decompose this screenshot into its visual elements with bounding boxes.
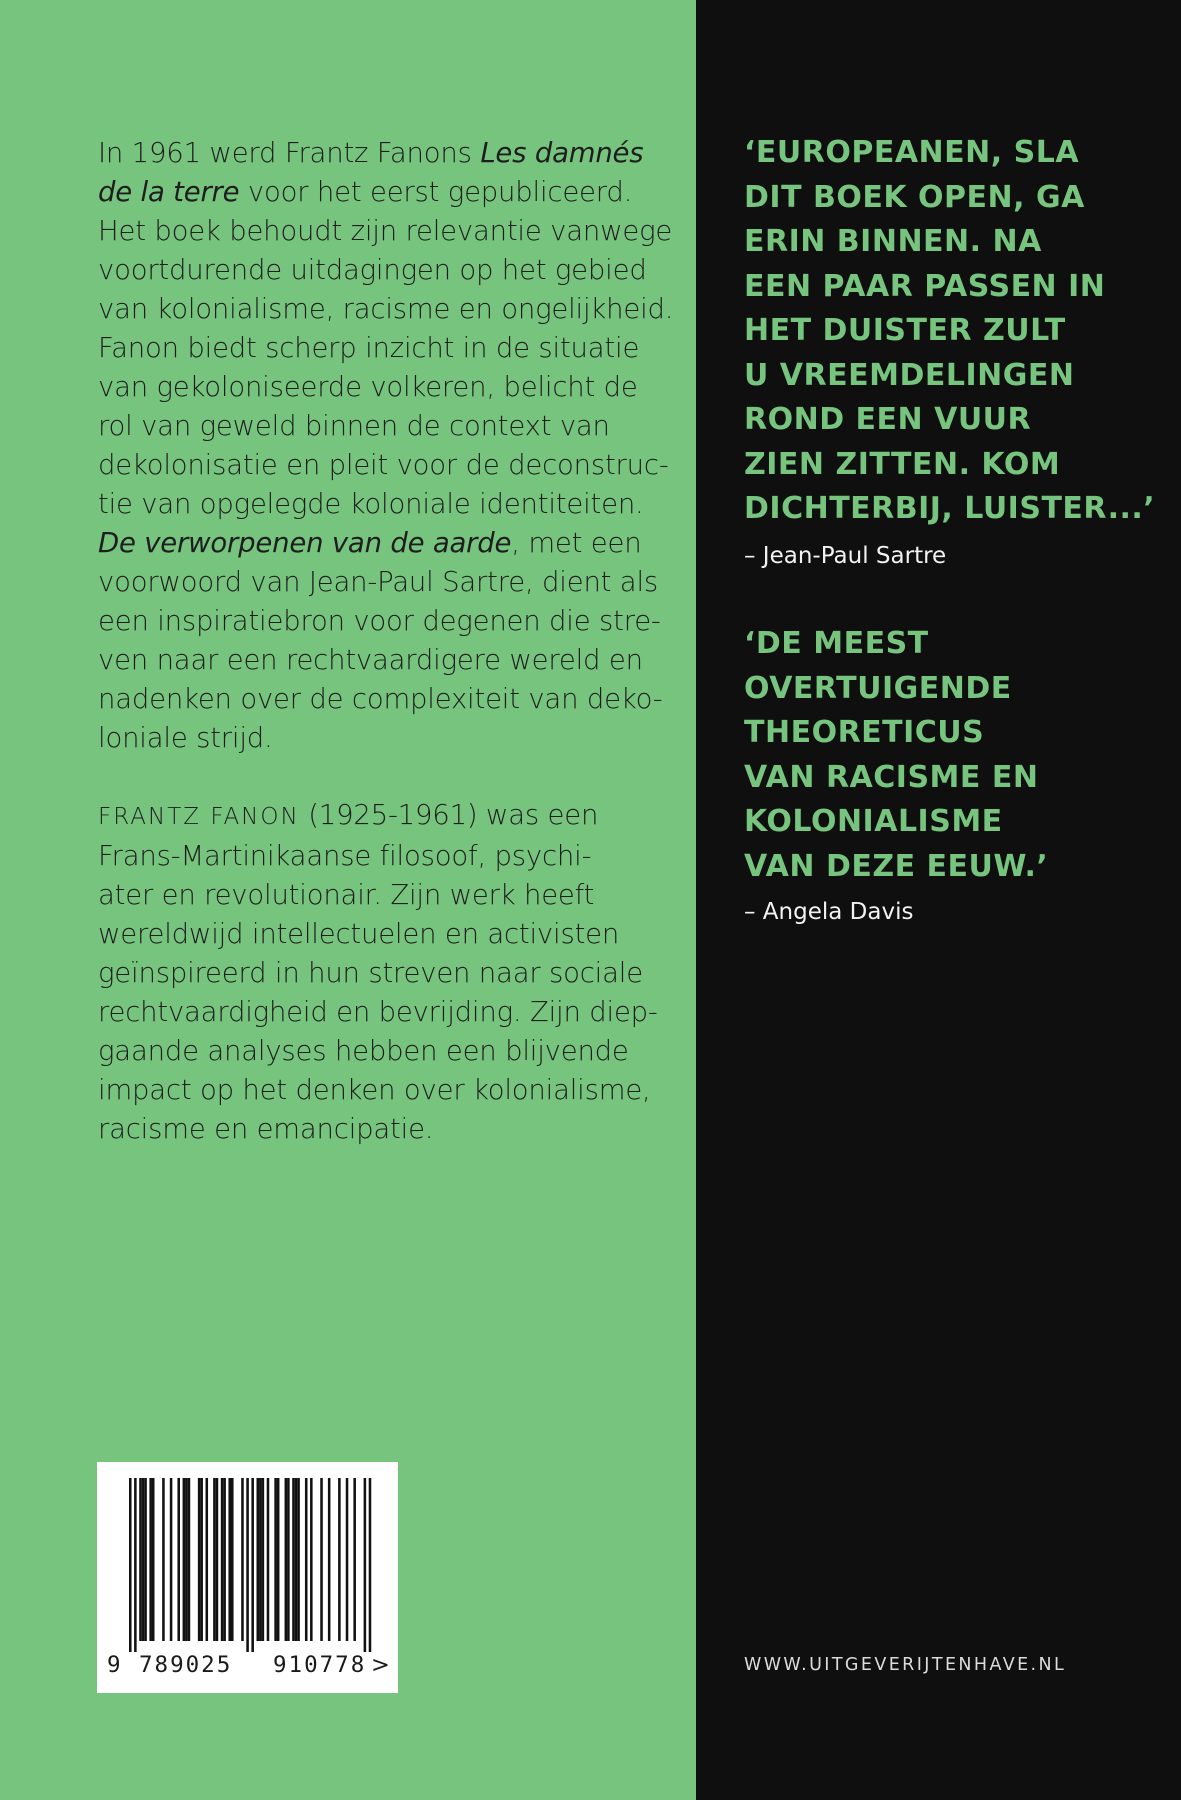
barcode-bar bbox=[320, 1478, 323, 1641]
barcode-bar bbox=[149, 1478, 152, 1641]
quote-line: ZIEN ZITTEN. KOM bbox=[744, 446, 1061, 482]
barcode-bar bbox=[183, 1478, 186, 1641]
quote-line: DICHTERBIJ, LUISTER...’ bbox=[744, 491, 1156, 526]
barcode-bar bbox=[144, 1478, 147, 1641]
description-line: een inspiratiebron voor degenen die stre- bbox=[98, 605, 661, 637]
barcode-bar bbox=[257, 1478, 260, 1641]
bio-line: impact op het denken over kolonialisme, bbox=[98, 1074, 651, 1106]
description-line: Het boek behoudt zijn relevantie vanwege bbox=[98, 215, 673, 247]
barcode-bar bbox=[310, 1478, 313, 1641]
description-line: Fanon biedt scherp inzicht in de situatie bbox=[98, 332, 640, 364]
barcode-bar bbox=[285, 1478, 288, 1641]
sartre-quote bbox=[744, 131, 1164, 532]
description-line: loniale strijd. bbox=[98, 722, 273, 754]
description-line: voorwoord van Jean-Paul Sartre, dient als bbox=[98, 566, 659, 598]
quote-line: ‘DE MEEST bbox=[744, 626, 929, 661]
barcode-bar bbox=[328, 1478, 331, 1641]
barcode-bar bbox=[338, 1478, 341, 1641]
bio-line: ater en revolutionair. Zijn werk heeft bbox=[98, 879, 595, 911]
sartre-attribution: – Jean-Paul Sartre bbox=[744, 543, 947, 569]
quote-line: KOLONIALISME bbox=[744, 804, 1003, 839]
author-name: FRANTZ FANON bbox=[98, 804, 300, 830]
barcode-bar bbox=[274, 1478, 277, 1641]
description-line: de la terre voor het eerst gepubliceerd. bbox=[98, 176, 633, 208]
quote-line: ROND EEN VUUR bbox=[744, 402, 1032, 437]
description-line: In 1961 werd Frantz Fanons Les damnés bbox=[98, 137, 644, 169]
bio-line: FRANTZ FANON (1925-1961) was een bbox=[98, 799, 599, 831]
quote-line: VAN RACISME EN bbox=[744, 759, 1039, 795]
isbn-group-2: 910778 bbox=[273, 1652, 367, 1678]
quote-line: U VREEMDELINGEN bbox=[744, 357, 1075, 393]
barcode-bar bbox=[213, 1478, 216, 1641]
barcode-bar bbox=[353, 1478, 356, 1641]
barcode-bar bbox=[295, 1478, 298, 1641]
description-line: van kolonialisme, racisme en ongelijkheid. bbox=[98, 293, 674, 325]
barcode-bar bbox=[292, 1478, 295, 1641]
publisher-website[interactable]: WWW.UITGEVERIJTENHAVE.NL bbox=[744, 1655, 1067, 1675]
barcode-bar bbox=[277, 1478, 280, 1641]
barcode-bar bbox=[231, 1478, 234, 1641]
barcode-bars bbox=[97, 1462, 398, 1652]
barcode-bar bbox=[200, 1478, 203, 1641]
description-line: van gekoloniseerde volkeren, belicht de bbox=[98, 371, 638, 403]
barcode-bar bbox=[221, 1478, 224, 1641]
barcode-bar bbox=[251, 1478, 254, 1652]
davis-attribution: – Angela Davis bbox=[744, 899, 914, 925]
barcode-bar bbox=[188, 1478, 191, 1641]
barcode-bar bbox=[297, 1478, 300, 1641]
bio-line: Frans-Martinikaanse filosoof, psychi- bbox=[98, 840, 592, 872]
bio-line: racisme en emancipatie. bbox=[98, 1113, 434, 1145]
barcode-bar bbox=[346, 1478, 349, 1641]
isbn-end-mark: > bbox=[371, 1652, 392, 1678]
quote-line: VAN DEZE EEUW.’ bbox=[744, 848, 1049, 884]
barcode-bar bbox=[206, 1478, 209, 1641]
barcode-bar bbox=[142, 1478, 145, 1641]
barcode-bar bbox=[162, 1478, 165, 1641]
barcode-bar bbox=[177, 1478, 180, 1641]
quote-line: DIT BOEK OPEN, GA bbox=[744, 179, 1085, 215]
isbn-lead-digit: 9 bbox=[107, 1652, 123, 1678]
quote-line: EEN PAAR PASSEN IN bbox=[744, 268, 1106, 304]
quote-line: THEORETICUS bbox=[744, 715, 985, 750]
bio-line: wereldwijd intellectuelen en activisten bbox=[98, 918, 620, 950]
barcode-bar bbox=[369, 1478, 372, 1652]
quote-line: OVERTUIGENDE bbox=[744, 670, 1012, 706]
author-bio bbox=[98, 796, 658, 1149]
barcode-bar bbox=[246, 1478, 249, 1652]
barcode-bar bbox=[262, 1478, 265, 1641]
barcode-bar bbox=[364, 1478, 367, 1652]
quote-line: ‘EUROPEANEN, SLA bbox=[744, 135, 1080, 170]
quote-line: HET DUISTER ZULT bbox=[744, 313, 1066, 348]
barcode-bar bbox=[305, 1478, 308, 1641]
description-line: ven naar een rechtvaardigere wereld en bbox=[98, 644, 643, 676]
description-line: rol van geweld binnen de context van bbox=[98, 410, 610, 442]
description-paragraph bbox=[98, 134, 674, 758]
isbn-barcode bbox=[97, 1462, 398, 1693]
barcode-bar bbox=[223, 1478, 226, 1641]
barcode-bar bbox=[129, 1478, 132, 1652]
barcode-bar bbox=[152, 1478, 155, 1641]
bio-line: geïnspireerd in hun streven naar sociale bbox=[98, 957, 643, 989]
barcode-bar bbox=[241, 1478, 244, 1641]
description-line: tie van opgelegde koloniale identiteiten. bbox=[98, 488, 644, 520]
description-line: dekolonisatie en pleit voor de deconstruc- bbox=[98, 449, 669, 481]
bio-line: gaande analyses hebben een blijvende bbox=[98, 1035, 629, 1067]
barcode-bar bbox=[134, 1478, 137, 1652]
barcode-bar bbox=[216, 1478, 219, 1641]
quote-line: ERIN BINNEN. NA bbox=[744, 224, 1042, 259]
description-line: De verworpenen van de aarde, met een bbox=[98, 527, 642, 559]
barcode-bar bbox=[287, 1478, 290, 1641]
davis-quote bbox=[744, 622, 1164, 889]
barcode-bar bbox=[228, 1478, 231, 1641]
barcode-bar bbox=[267, 1478, 270, 1641]
barcode-bar bbox=[259, 1478, 262, 1641]
description-line: voortdurende uitdagingen op het gebied bbox=[98, 254, 647, 286]
barcode-bar bbox=[198, 1478, 201, 1641]
bio-line: rechtvaardigheid en bevrijding. Zijn diep- bbox=[98, 996, 658, 1028]
barcode-bar bbox=[185, 1478, 188, 1641]
barcode-bar bbox=[139, 1478, 142, 1641]
barcode-bar bbox=[170, 1478, 173, 1641]
description-line: nadenken over de complexiteit van deko- bbox=[98, 683, 663, 715]
isbn-group-1: 789025 bbox=[139, 1652, 233, 1678]
